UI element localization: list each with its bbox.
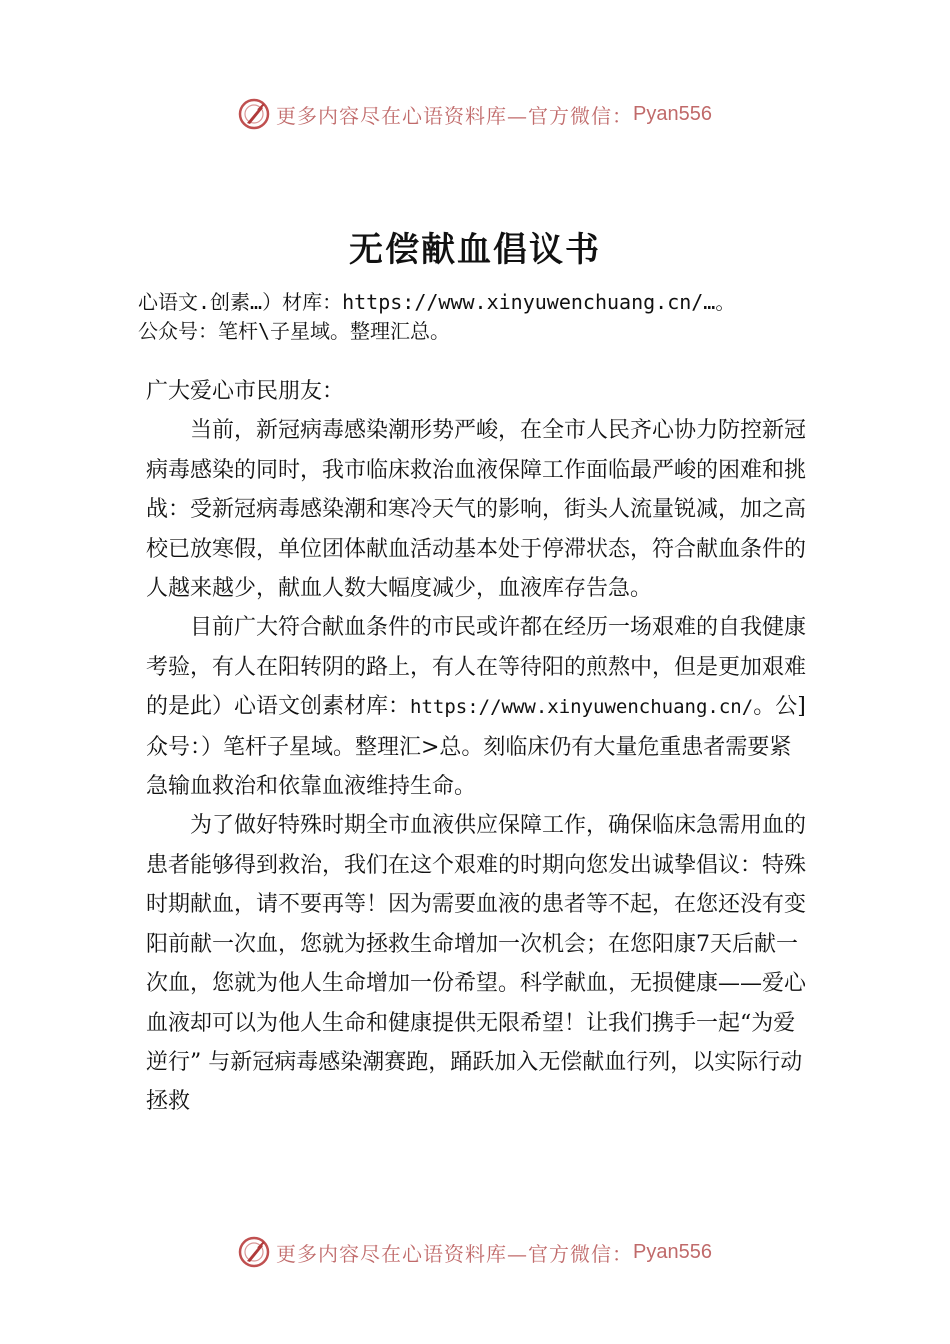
source-line: 公众号：笔杆\子星域。整理汇总。 [138,319,451,343]
paragraph: 为了做好特殊时期全市血液供应保障工作，确保临床急需用血的患者能够得到救治，我们在这个艰难的时期向您发出诚挚倡议：特殊时期献血，请不要再等！因为需要血液的患者等不起，在您还没有变阳前献一次血，您就为拯救生命增加一次机会；在您阳康7天后献一次血，您就为他人生命增加一份希望。科学献血，无损健康——爱心血液却可以为他人生命和健康提供无限希望！让我们携手一起“为爱逆行” 与新冠病毒感染潮赛跑，踊跃加入无偿献血行列，以实际行动拯救 [146,813,807,1115]
document-body [146,372,810,1122]
source-note [138,288,918,346]
footer-banner [0,1232,950,1272]
banner-text: 更多内容尽在心语资料库—官方微信： [276,1241,634,1266]
page-title: 无偿献血倡议书 [349,230,601,270]
paragraph-url: https://www.xinyuwenchuang.cn/ [410,696,754,719]
paragraph: 当前，新冠病毒感染潮形势严峻，在全市人民齐心协力防控新冠病毒感染的同时，我市临床救治血液保障工作面临最严峻的困难和挑战：受新冠病毒感染潮和寒冷天气的影响，街头人流量锐减，加之高校已放寒假，单位团体献血活动基本处于停滞状态，符合献血条件的人越来越少，献血人数大幅度减少，血液库存告急。 [146,418,807,602]
header-banner [0,94,950,134]
paragraph-text: 。公]众号：）笔杆子星域。整理汇>总。刻临床仍有大量危重患者需要紧急输血救治和依靠血液维持生命。 [146,694,806,800]
source-line: 心语文.创素…）材库：https://www.xinyuwenchuang.cn/…。 [138,290,736,314]
quill-logo-icon [238,98,270,130]
paragraph-text: 目前广大符合献血条件的市民或许都在经历一场艰难的自我健康考验，有人在阳转阴的路上，有人在等待阳的煎熬中，但是更加艰难的是此）心语文创素材库： [146,615,807,720]
quill-logo-icon [238,1236,270,1268]
paragraph [146,608,810,806]
salutation: 广大爱心市民朋友： [146,379,345,404]
wechat-id: Pyan556 [633,1240,712,1263]
banner-text: 更多内容尽在心语资料库—官方微信： [276,103,634,128]
wechat-id: Pyan556 [633,102,712,125]
